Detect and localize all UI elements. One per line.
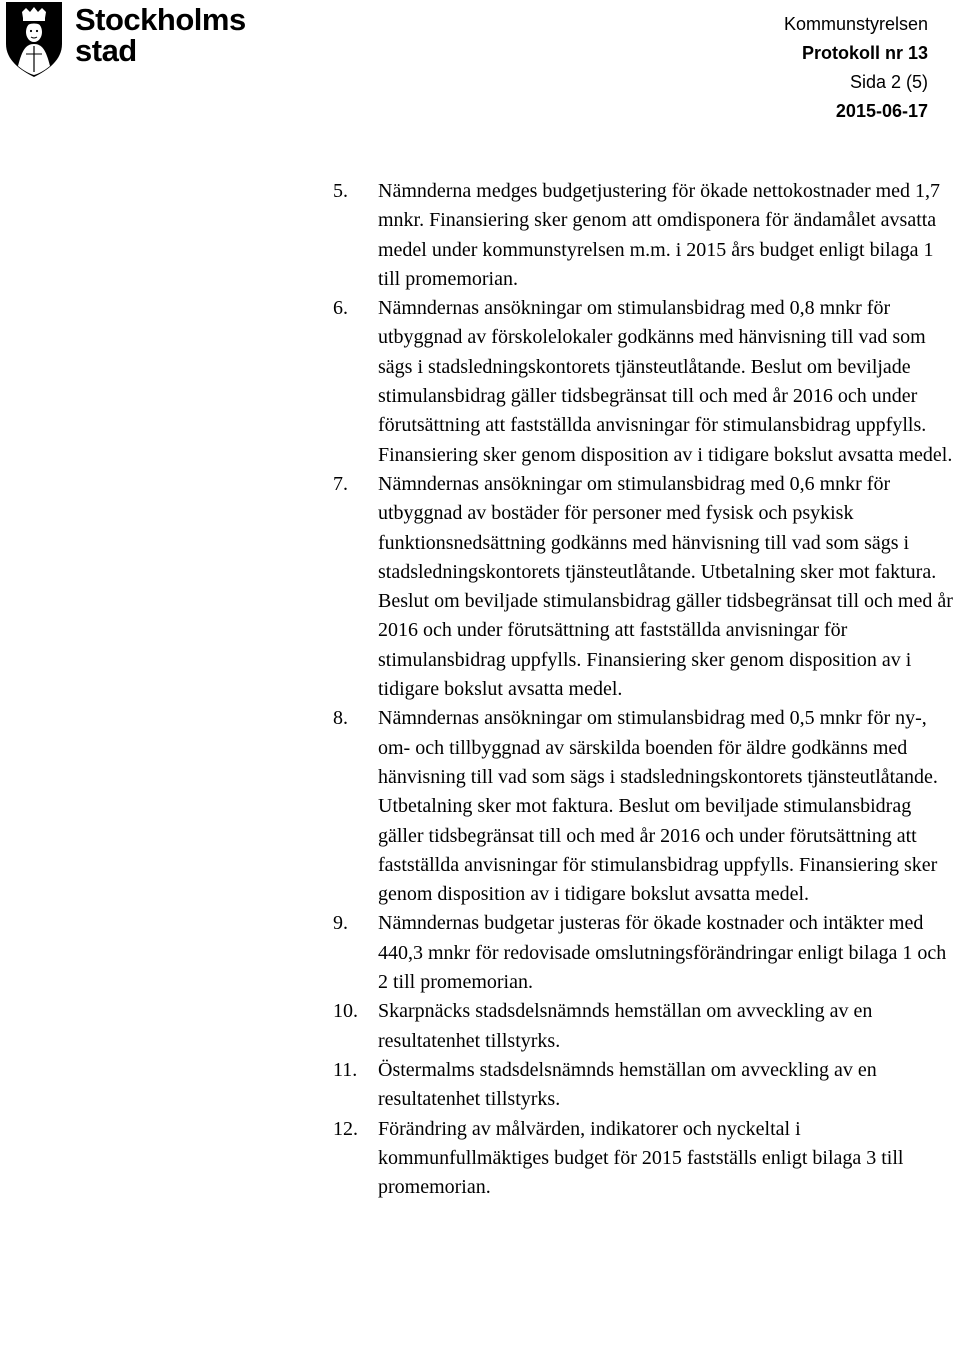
decision-number: 12. — [333, 1117, 358, 1140]
decision-text: Nämndernas ansökningar om stimulansbidrag med 0,5 mnkr för ny-, om- och tillbyggnad av särskilda boenden för äldre godkänns med hänvisning till vad som sägs i stadsledningskontorets tjänsteutlåtande. Utbetalning sker mot faktura. Beslut om beviljade stimulansbidrag gäller tidsbegränsat till och med år 2016 och under förutsättning att fastställda anvisningar för stimulansbidrag uppfylls. Finansiering sker genom disposition av i tidigare bokslut avsatta medel. — [378, 707, 938, 906]
decision-number: 10. — [333, 1000, 358, 1023]
decision-item-10 — [333, 997, 960, 1056]
decision-number: 5. — [333, 180, 348, 202]
decision-number: 7. — [333, 472, 348, 495]
document-header-meta — [784, 10, 928, 126]
decision-text: Nämndernas ansökningar om stimulansbidrag med 0,8 mnkr för utbyggnad av förskolelokaler godkänns med hänvisning till vad som sägs i stadsledningskontorets tjänsteutlåtande. Beslut om beviljade stimulansbidrag gäller tidsbegränsat till och med år 2016 och under förutsättning att fastställda anvisningar för stimulansbidrag uppfylls. Finansiering sker genom disposition av i tidigare bokslut avsatta medel. — [378, 297, 953, 466]
decision-number: 11. — [333, 1058, 358, 1081]
decision-text: Förändring av målvärden, indikatorer och nyckeltal i kommunfullmäktiges budget för 2015 fastställs enligt bilaga 3 till promemorian. — [378, 1117, 904, 1199]
city-crest-icon — [4, 0, 64, 78]
decision-text: Nämnderna medges budgetjustering för ökade nettokostnader med 1,7 mnkr. Finansiering sker genom att omdisponera för ändamålet avsatta medel under kommunstyrelsen m.m. i 2015 års budget enligt bilaga 1 till promemorian. — [378, 180, 941, 290]
decision-item-7 — [333, 470, 960, 704]
decision-item-12 — [333, 1115, 960, 1203]
page-indicator: Sida 2 (5) — [849, 72, 928, 92]
stockholms-stad-logo — [0, 0, 246, 80]
decision-number: 6. — [333, 297, 348, 320]
decision-text: Nämndernas ansökningar om stimulansbidrag med 0,6 mnkr för utbyggnad av bostäder för personer med fysisk och psykisk funktionsnedsättning godkänns med hänvisning till vad som sägs i stadsledningskontorets tjänsteutlåtande. Utbetalning sker mot faktura. Beslut om beviljade stimulansbidrag gäller tidsbegränsat till och med år 2016 och under förutsättning att fastställda anvisningar för stimulansbidrag uppfylls. Finansiering sker genom disposition av i tidigare bokslut avsatta medel. — [378, 472, 953, 701]
decision-text: Skarpnäcks stadsdelsnämnds hemställan om avveckling av en resultatenhet tillstyrks. — [378, 1000, 873, 1052]
decision-item-11 — [333, 1056, 960, 1115]
decision-item-6 — [333, 294, 960, 470]
decision-text: Nämndernas budgetar justeras för ökade kostnader och intäkter med 440,3 mnkr för redovisade omslutningsförändringar enligt bilaga 1 och 2 till promemorian. — [378, 912, 947, 994]
decision-list — [333, 177, 960, 1202]
decision-number: 9. — [333, 912, 348, 935]
logo-line-2: stad — [75, 33, 137, 68]
decision-item-9 — [333, 909, 960, 997]
logo-line-1: Stockholms — [75, 2, 246, 37]
document-date: 2015-06-17 — [835, 101, 928, 121]
decision-number: 8. — [333, 707, 348, 730]
organization-name: Kommunstyrelsen — [783, 14, 928, 34]
protocol-number: Protokoll nr 13 — [801, 43, 928, 63]
logo-wordmark — [75, 4, 246, 66]
decision-item-5 — [333, 177, 960, 294]
decision-item-8 — [333, 704, 960, 909]
decision-text: Östermalms stadsdelsnämnds hemställan om avveckling av en resultatenhet tillstyrks. — [378, 1058, 877, 1111]
